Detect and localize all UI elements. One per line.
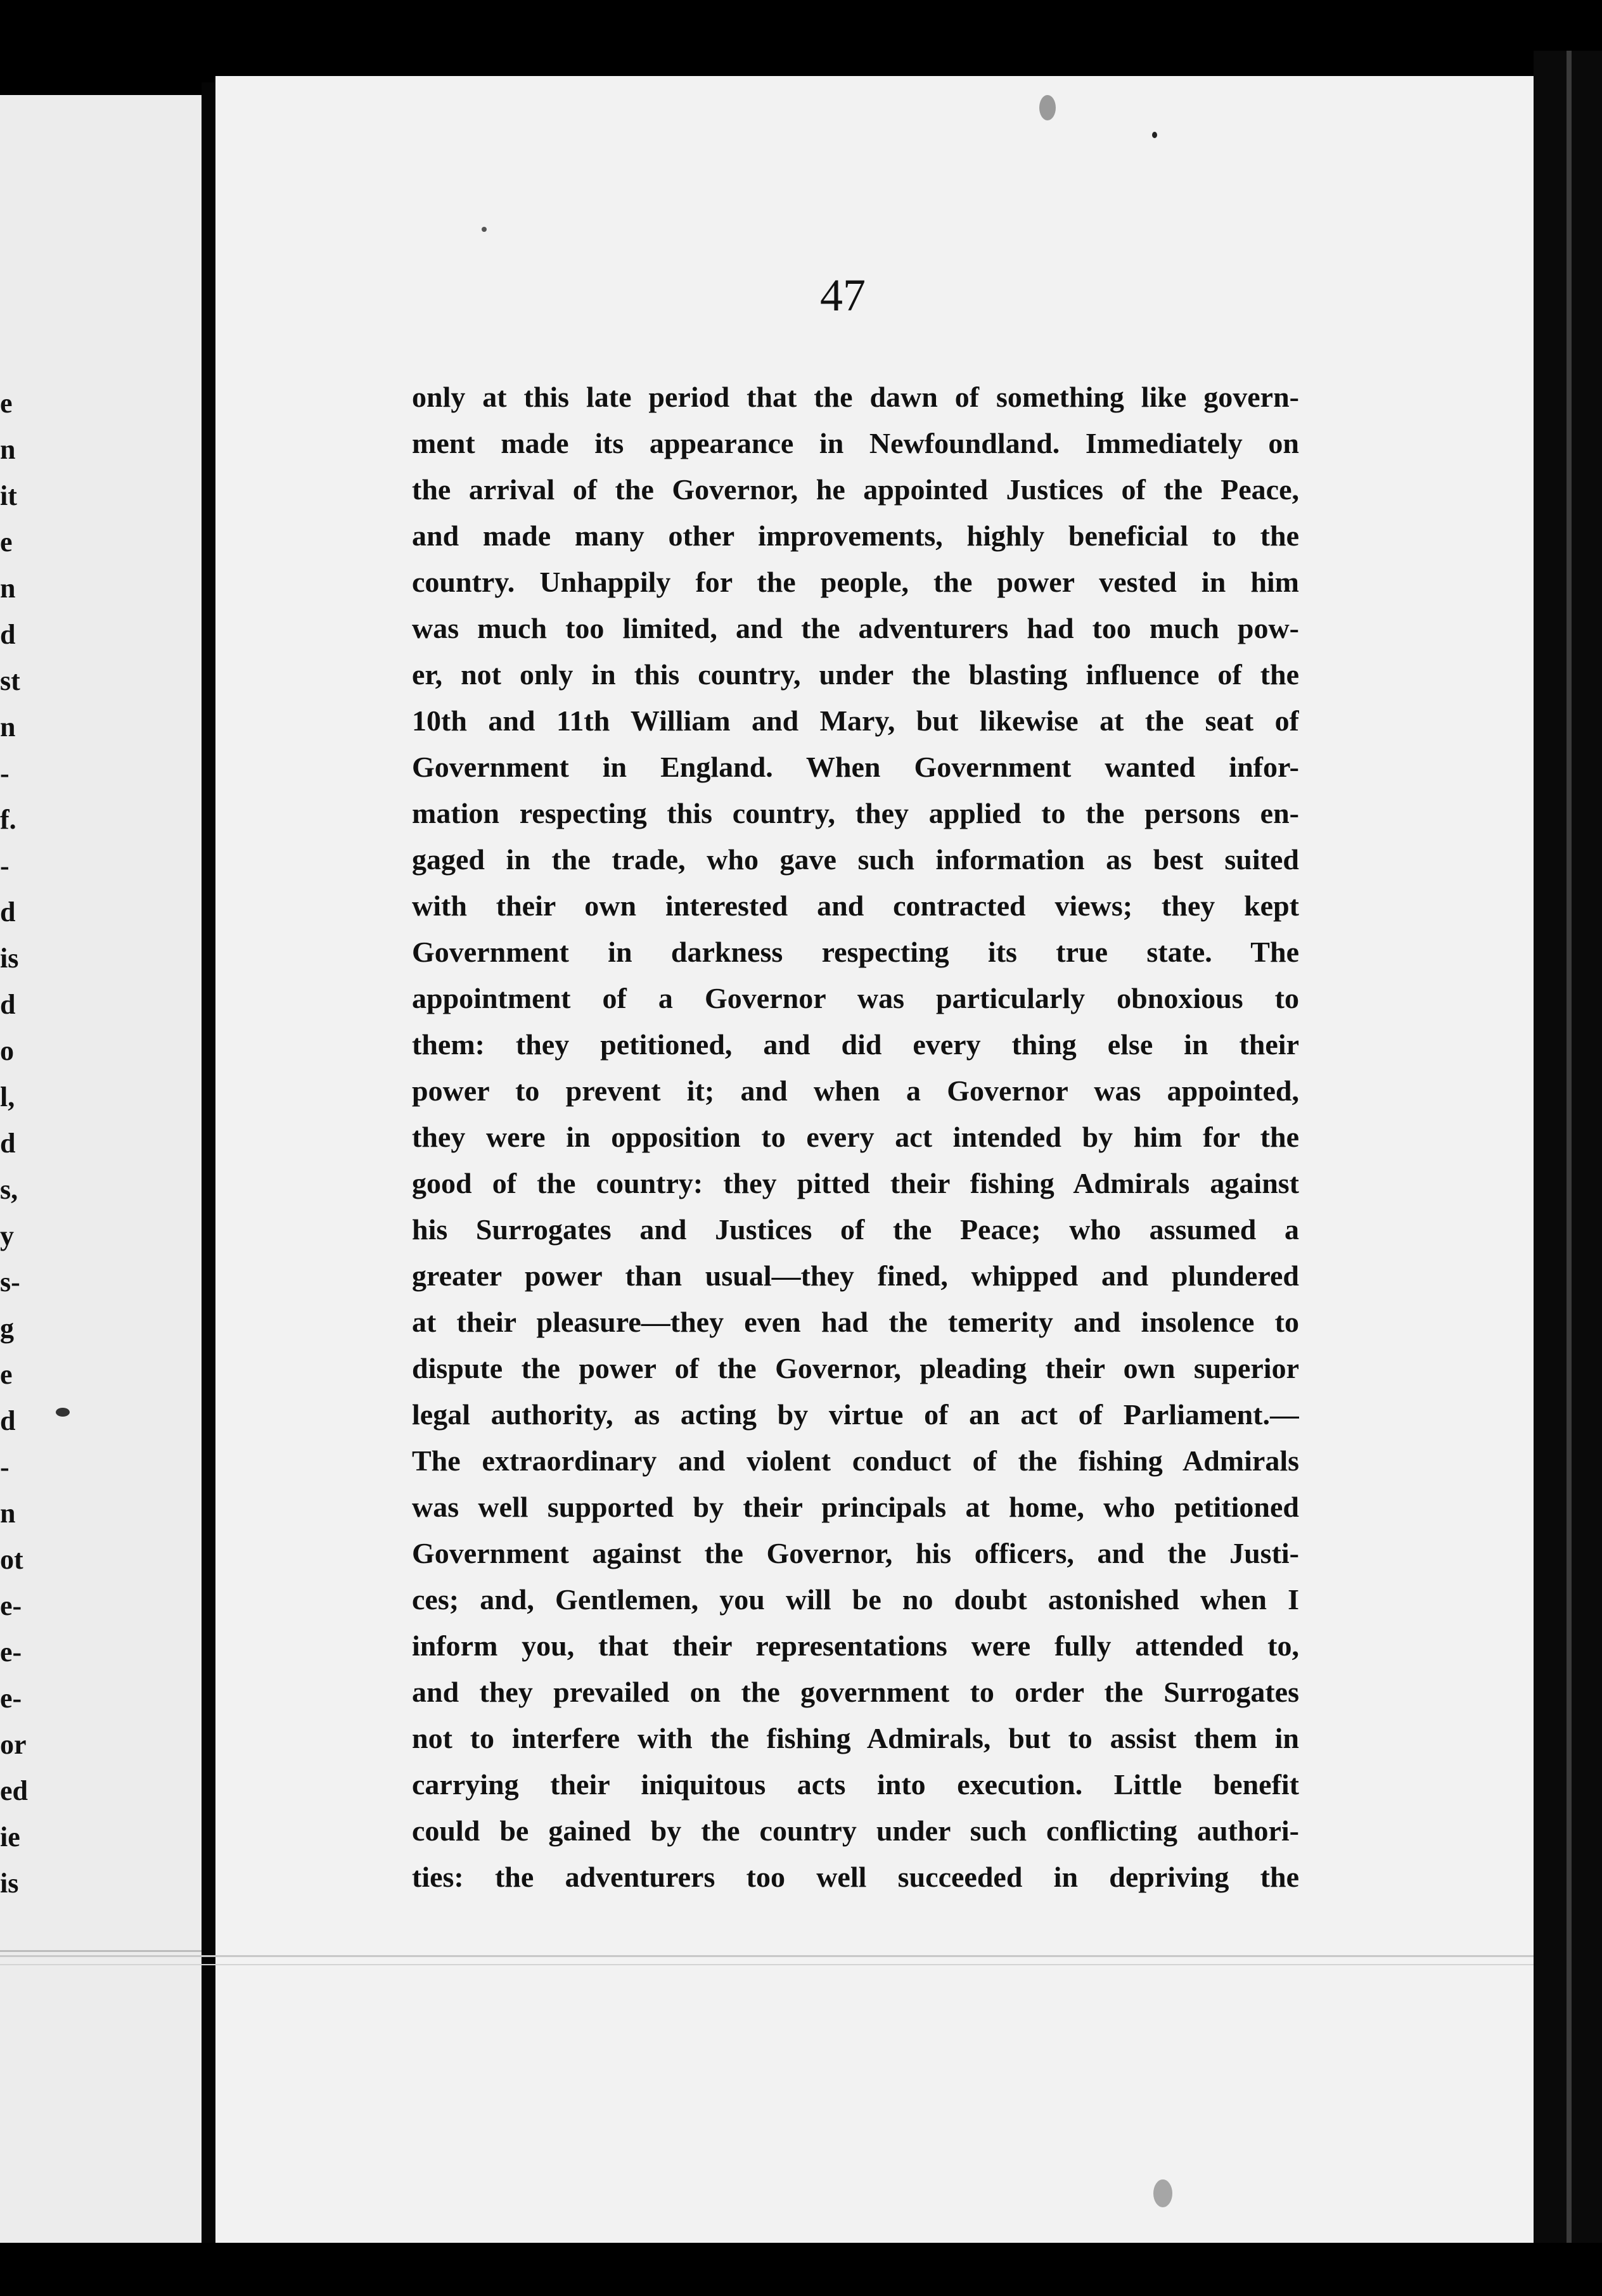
fragment: - [0, 850, 10, 881]
previous-page-text-fragments [0, 380, 28, 1906]
text-line: and they prevailed on the government to order the Surrogates [412, 1676, 1299, 1708]
fragment: n [0, 711, 16, 743]
text-line: 10th and 11th William and Mary, but likewise at the seat of [412, 705, 1299, 737]
fragment: is [0, 1868, 19, 1899]
text-line: and made many other improvements, highly beneficial to the [412, 520, 1299, 552]
text-line: er, not only in this country, under the blasting influence of the [412, 658, 1299, 691]
text-line: dispute the power of the Governor, pleading their own superior [412, 1352, 1299, 1384]
fragment: y [0, 1220, 14, 1251]
fragment: e [0, 526, 13, 558]
text-line: them: they petitioned, and did every thing else in their [412, 1028, 1299, 1061]
text-line: ces; and, Gentlemen, you will be no doubt astonished when I [412, 1583, 1299, 1616]
text-line: appointment of a Governor was particularly obnoxious to [412, 982, 1299, 1014]
text-line: his Surrogates and Justices of the Peace; who assumed a [412, 1213, 1299, 1246]
page-number: 47 [820, 270, 866, 321]
text-line: was much too limited, and the adventurers had too much pow- [412, 612, 1299, 644]
text-line: good of the country: they pitted their fishing Admirals against [412, 1167, 1299, 1199]
left-scan-fold-line [0, 1950, 202, 1952]
text-line: legal authority, as acting by virtue of an act of Parliament.— [412, 1398, 1299, 1431]
fragment: it [0, 480, 17, 511]
fragment: st [0, 665, 20, 696]
text-line: country. Unhappily for the people, the power vested in him [412, 566, 1299, 598]
scan-fold-line [0, 1955, 1534, 1957]
page-edge-line [1567, 51, 1572, 2296]
text-line: with their own interested and contracted views; they kept [412, 890, 1299, 922]
text-line: they were in opposition to every act intended by him for the [412, 1121, 1299, 1153]
fragment: e [0, 1359, 13, 1390]
scan-fold-line-secondary [0, 1964, 1534, 1965]
text-line: inform you, that their representations were fully attended to, [412, 1630, 1299, 1662]
fragment: e- [0, 1636, 22, 1668]
text-line: carrying their iniquitous acts into execution. Little benefit [412, 1768, 1299, 1801]
text-line: gaged in the trade, who gave such information as best suited [412, 843, 1299, 876]
text-line: could be gained by the country under such conflicting authori- [412, 1814, 1299, 1847]
text-line: the arrival of the Governor, he appointed Justices of the Peace, [412, 473, 1299, 506]
fragment: ed [0, 1775, 28, 1806]
previous-page-edge [0, 95, 202, 2296]
ink-speck [1153, 2179, 1172, 2207]
fragment: d [0, 1405, 16, 1436]
page-body-text [412, 374, 1299, 1900]
fragment: or [0, 1729, 27, 1760]
fragment: ot [0, 1544, 23, 1575]
text-line: The extraordinary and violent conduct of the fishing Admirals [412, 1445, 1299, 1477]
text-line: was well supported by their principals at home, who petitioned [412, 1491, 1299, 1523]
ink-speck [1039, 95, 1056, 120]
fragment: - [0, 758, 10, 789]
ink-speck [1152, 132, 1157, 138]
ink-speck [56, 1408, 70, 1417]
fragment: e- [0, 1590, 22, 1621]
text-line: mation respecting this country, they applied to the persons en- [412, 797, 1299, 829]
ink-speck [482, 227, 487, 232]
fragment: n [0, 1498, 16, 1529]
text-line: ment made its appearance in Newfoundland. Immediately on [412, 427, 1299, 459]
fragment: l, [0, 1081, 15, 1113]
fragment: g [0, 1313, 14, 1344]
fragment: s- [0, 1266, 20, 1298]
fragment: e- [0, 1683, 22, 1714]
fragment: n [0, 434, 16, 465]
fragment: n [0, 573, 16, 604]
fragment: d [0, 619, 16, 650]
text-line: Government against the Governor, his officers, and the Justi- [412, 1537, 1299, 1569]
fragment: d [0, 1128, 16, 1159]
fragment: d [0, 896, 16, 928]
fragment: f. [0, 804, 16, 835]
fragment: s, [0, 1174, 18, 1205]
fragment: o [0, 1035, 14, 1066]
scan-bottom-border [0, 2243, 1602, 2296]
fragment: ie [0, 1821, 20, 1853]
text-line: at their pleasure—they even had the temerity and insolence to [412, 1306, 1299, 1338]
text-line: only at this late period that the dawn of something like govern- [412, 381, 1299, 413]
text-line: ties: the adventurers too well succeeded in depriving the [412, 1861, 1299, 1893]
text-line: power to prevent it; and when a Governor was appointed, [412, 1075, 1299, 1107]
fragment: - [0, 1451, 10, 1483]
fragment: e [0, 388, 13, 419]
text-line: Government in darkness respecting its true state. The [412, 936, 1299, 968]
text-line: Government in England. When Government wanted infor- [412, 751, 1299, 783]
fragment: is [0, 943, 19, 974]
text-line: not to interfere with the fishing Admirals, but to assist them in [412, 1722, 1299, 1754]
fragment: d [0, 989, 16, 1020]
text-line: greater power than usual—they fined, whipped and plundered [412, 1260, 1299, 1292]
